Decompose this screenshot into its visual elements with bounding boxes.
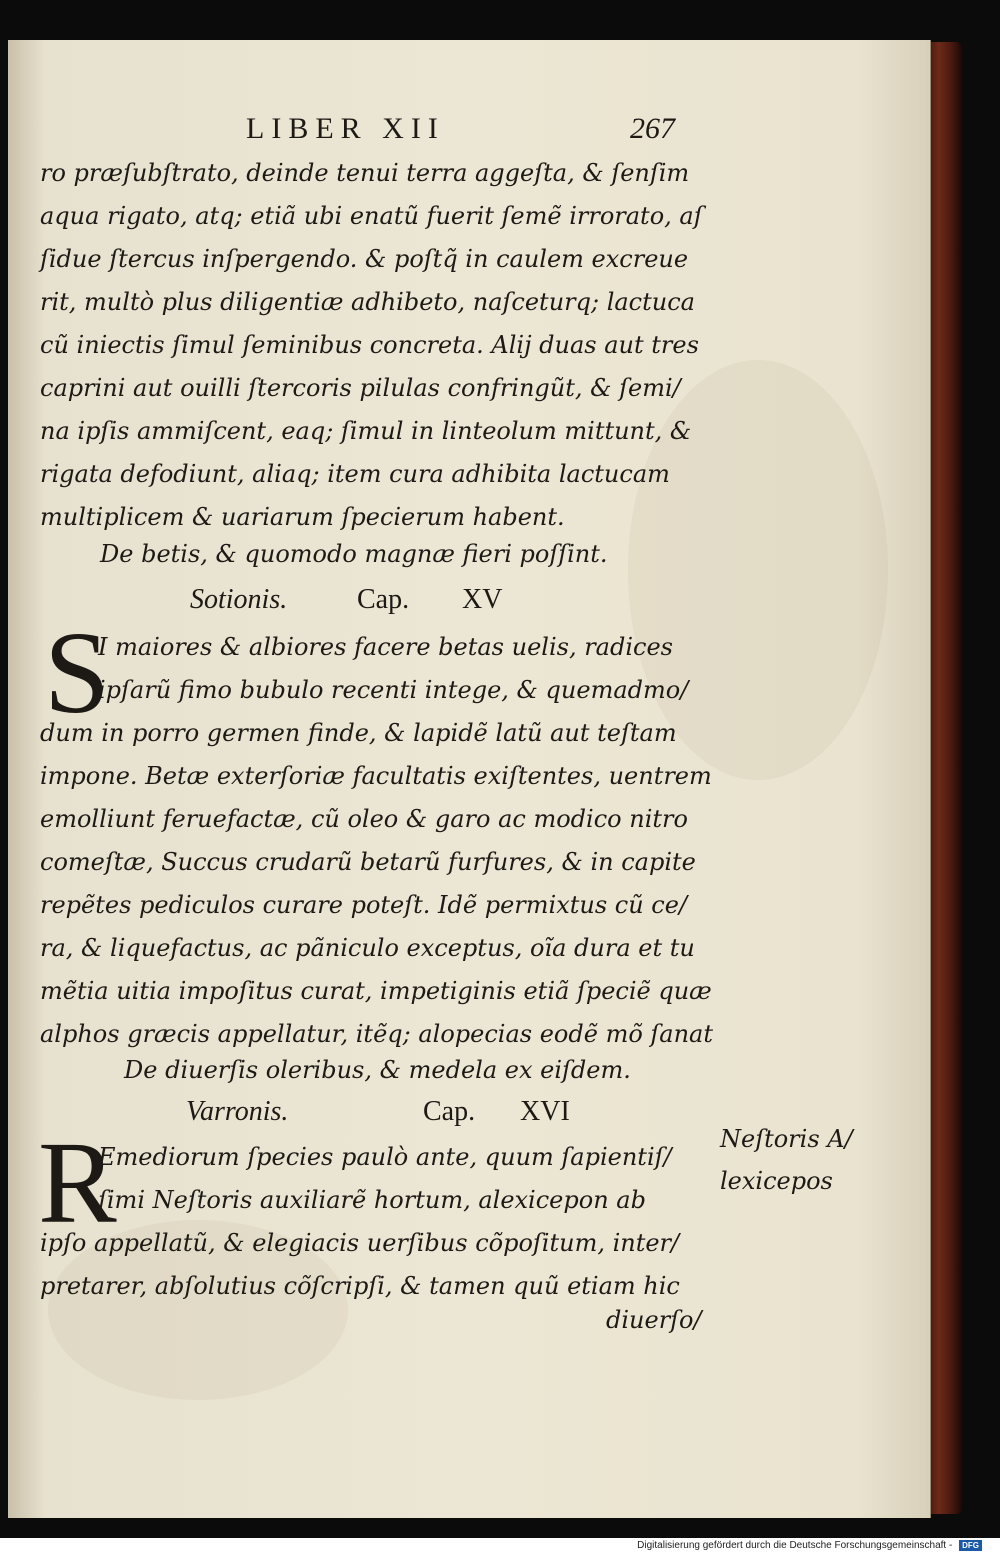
- marginal-note-line: Neſtoris A/: [720, 1125, 853, 1153]
- page-number: 267: [630, 112, 675, 145]
- chapter-xvi-caption: [186, 1096, 570, 1128]
- text-line: ro præſubſtrato, deinde tenui terra aggeſta, & ſenſim: [40, 159, 690, 187]
- chapter-xvi-number: XVI: [520, 1096, 570, 1127]
- text-line: ſidue ſtercus inſpergendo. & poſtq̃ in caulem excreue: [40, 245, 689, 273]
- chapter-xv-cap-label: Cap.: [357, 584, 410, 615]
- section-intro-text: [40, 152, 720, 539]
- chapter-xv-caption: [190, 584, 502, 616]
- text-line: rit, multò plus diligentiæ adhibeto, naſceturq; lactuca: [40, 288, 695, 316]
- chapter-xv-number: XV: [462, 584, 503, 615]
- digitization-credit: [637, 1540, 982, 1551]
- chapter-xvi-title: De diuerſis oleribus, & medela ex eiſdem.: [124, 1056, 631, 1084]
- text-line: I maiores & albiores facere betas uelis, radices: [98, 633, 673, 661]
- text-line: caprini aut ouilli ſtercoris pilulas confringũt, & ſemi/: [40, 374, 681, 402]
- text-line: multiplicem & uariarum ſpecierum habent.: [40, 503, 565, 531]
- chapter-xvi-text: [40, 1222, 680, 1308]
- credit-text: Digitalisierung gefördert durch die Deutsche Forschungsgemeinschaft -: [637, 1540, 953, 1552]
- chapter-xvi-dropcap: R: [38, 1117, 117, 1248]
- text-line: dum in porro germen finde, & lapidẽ latũ aut teſtam: [40, 719, 677, 747]
- text-line: aqua rigato, atq; etiã ubi enatũ fuerit ſemẽ irrorato, aſ: [40, 202, 703, 230]
- text-line: impone. Betæ exterſoriæ facultatis exiſtentes, uentrem: [40, 762, 712, 790]
- chapter-xvi-indented-lines: [98, 1136, 672, 1222]
- text-line: ipſarũ fimo bubulo recenti intege, & quemadmo/: [98, 676, 689, 704]
- marginal-note: [720, 1118, 853, 1202]
- text-line: mẽtia uitia impoſitus curat, impetiginis etiã ſpeciẽ quæ: [40, 977, 712, 1005]
- text-line: cũ iniectis ſimul ſeminibus concreta. Alij duas aut tres: [40, 331, 699, 359]
- text-line: rigata defodiunt, aliaq; item cura adhibita lactucam: [40, 460, 670, 488]
- text-line: Emediorum ſpecies paulò ante, quum ſapientiſ/: [98, 1143, 672, 1171]
- marginal-note-line: lexicepos: [720, 1167, 833, 1195]
- text-line: pretarer, abſolutius cõſcripſi, & tamen quũ etiam hic: [40, 1272, 680, 1300]
- text-line: ſimi Neſtoris auxiliarẽ hortum, alexicepon ab: [98, 1186, 646, 1214]
- chapter-xv-dropcap: S: [44, 607, 110, 738]
- catchword: diuerſo/: [606, 1306, 702, 1334]
- text-line: ra, & liquefactus, ac pãniculo exceptus, oĩa dura et tu: [40, 934, 695, 962]
- chapter-xv-title: De betis, & quomodo magnæ fieri poſſint.: [100, 540, 608, 568]
- text-line: comeſtæ, Succus crudarũ betarũ furfures, & in capite: [40, 848, 696, 876]
- text-line: alphos græcis appellatur, itẽq; alopecias eodẽ mõ ſanat: [40, 1020, 714, 1048]
- running-head: LIBER XII: [246, 112, 445, 145]
- text-line: emolliunt feruefactæ, cũ oleo & garo ac modico nitro: [40, 805, 688, 833]
- dfg-logo: DFG: [959, 1540, 982, 1551]
- chapter-xvi-author: Varronis.: [186, 1096, 289, 1127]
- text-line: ipſo appellatũ, & elegiacis uerſibus cõpoſitum, inter/: [40, 1229, 680, 1257]
- chapter-xvi-cap-label: Cap.: [423, 1096, 476, 1127]
- text-line: na ipſis ammiſcent, eaq; ſimul in linteolum mittunt, &: [40, 417, 692, 445]
- chapter-xv-author: Sotionis.: [190, 584, 288, 615]
- chapter-xv-indented-lines: [98, 626, 688, 712]
- book-spine-edge: [926, 42, 962, 1514]
- chapter-xv-text: [40, 712, 713, 1056]
- text-line: repẽtes pediculos curare poteſt. Idẽ permixtus cũ ce/: [40, 891, 688, 919]
